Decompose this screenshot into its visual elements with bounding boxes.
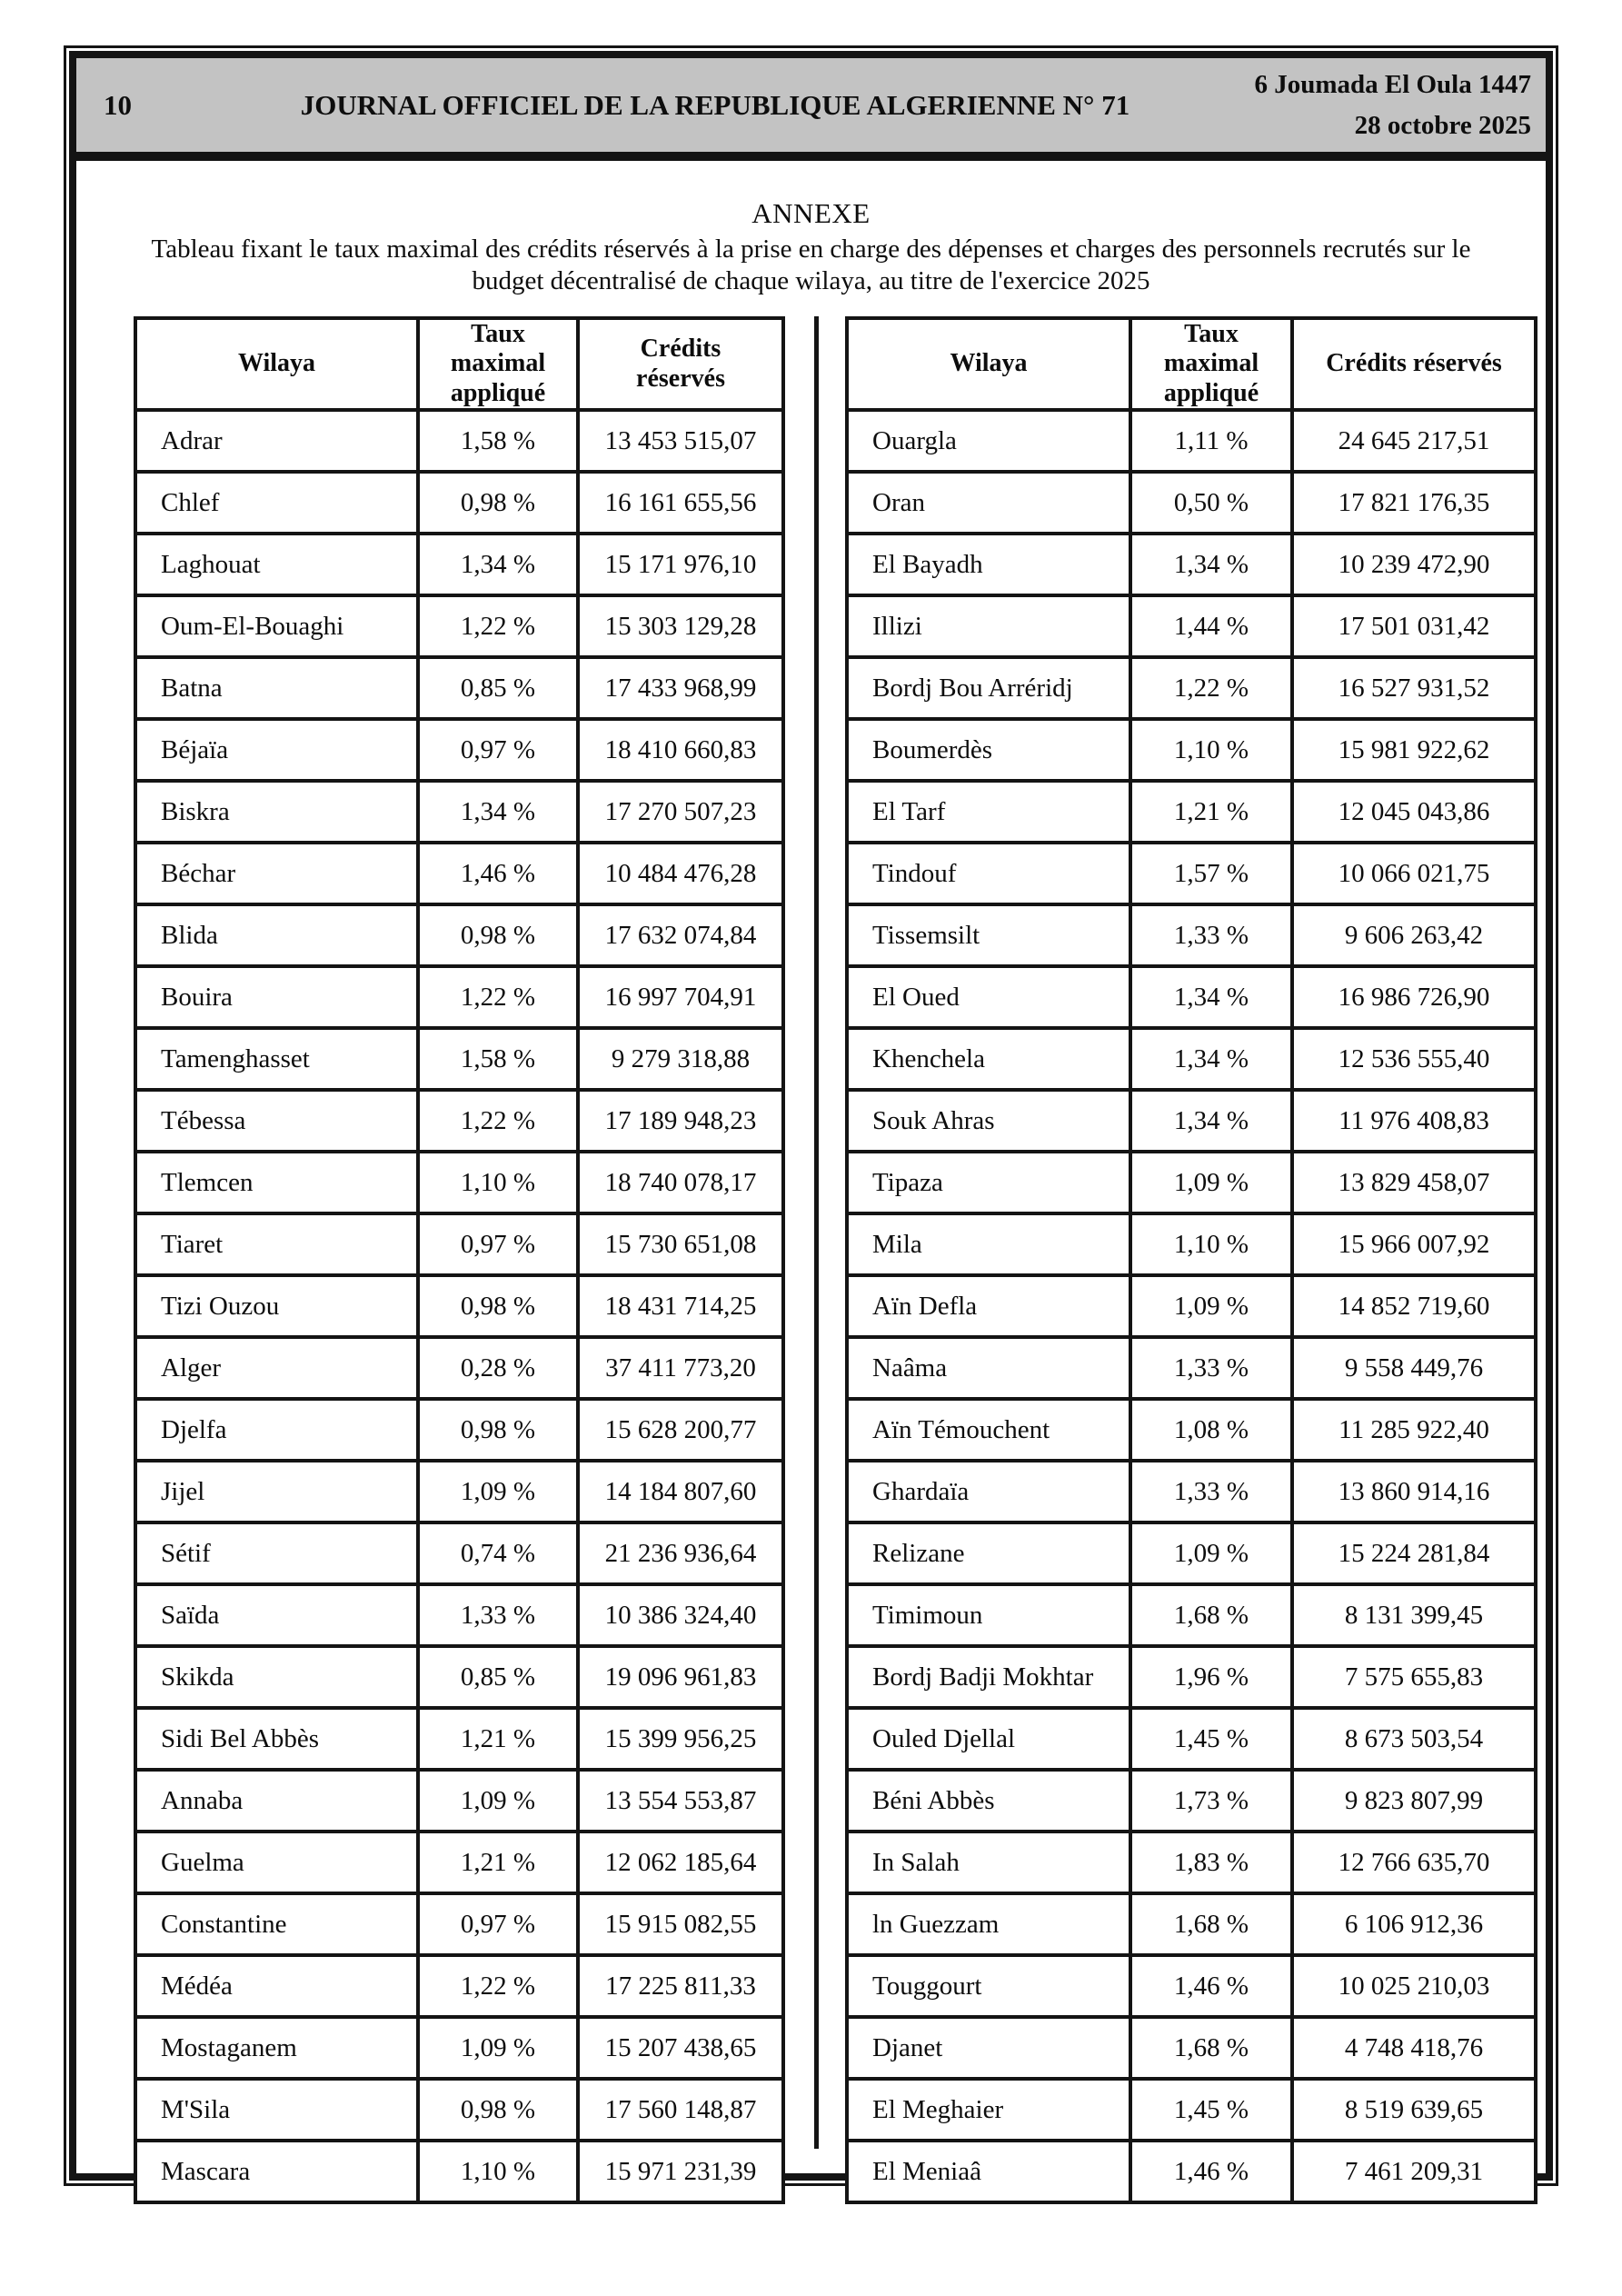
table-row xyxy=(135,1893,783,1955)
wilaya-cell: Biskra xyxy=(135,781,418,843)
taux-cell: 1,09 % xyxy=(1130,1275,1292,1337)
credits-cell: 15 207 438,65 xyxy=(578,2017,783,2079)
taux-cell: 0,97 % xyxy=(418,1213,578,1275)
credits-cell: 17 225 811,33 xyxy=(578,1955,783,2017)
annexe-description: Tableau fixant le taux maximal des crédits réservés à la prise en charge des dépenses et charges des personnels recrutés sur le budget décentralisé de chaque wilaya, au titre de l'exercice 2025 xyxy=(151,235,1471,295)
wilaya-cell: M'Sila xyxy=(135,2079,418,2141)
page-frame xyxy=(64,45,1558,2186)
wilaya-cell: Tizi Ouzou xyxy=(135,1275,418,1337)
wilaya-cell: El Meniaâ xyxy=(847,2141,1130,2202)
taux-cell: 1,34 % xyxy=(1130,1028,1292,1090)
table-row xyxy=(135,2079,783,2141)
table-row xyxy=(135,1461,783,1522)
taux-cell: 1,73 % xyxy=(1130,1770,1292,1832)
credits-cell: 12 766 635,70 xyxy=(1292,1832,1536,1893)
wilaya-cell: Bordj Badji Mokhtar xyxy=(847,1646,1130,1708)
credits-cell: 17 821 176,35 xyxy=(1292,472,1536,534)
taux-cell: 0,85 % xyxy=(418,657,578,719)
credits-cell: 18 431 714,25 xyxy=(578,1275,783,1337)
tables-divider-rule xyxy=(814,316,819,2149)
table-row xyxy=(847,657,1536,719)
credits-cell: 10 239 472,90 xyxy=(1292,534,1536,595)
wilaya-cell: Djanet xyxy=(847,2017,1130,2079)
table-row xyxy=(135,1832,783,1893)
table-row xyxy=(847,1646,1536,1708)
wilaya-cell: Aïn Témouchent xyxy=(847,1399,1130,1461)
credits-cell: 13 554 553,87 xyxy=(578,1770,783,1832)
credits-cell: 15 981 922,62 xyxy=(1292,719,1536,781)
table-row xyxy=(847,1337,1536,1399)
column-header-wilaya: Wilaya xyxy=(135,318,418,410)
taux-cell: 1,83 % xyxy=(1130,1832,1292,1893)
taux-cell: 1,68 % xyxy=(1130,1893,1292,1955)
credits-cell: 15 303 129,28 xyxy=(578,595,783,657)
wilaya-table-left xyxy=(134,316,785,2204)
taux-cell: 1,21 % xyxy=(418,1708,578,1770)
table-row xyxy=(135,781,783,843)
credits-cell: 14 184 807,60 xyxy=(578,1461,783,1522)
wilaya-cell: Timimoun xyxy=(847,1584,1130,1646)
table-row xyxy=(847,966,1536,1028)
table-row xyxy=(847,1522,1536,1584)
table-row xyxy=(847,1708,1536,1770)
wilaya-cell: Bouira xyxy=(135,966,418,1028)
taux-cell: 1,34 % xyxy=(418,781,578,843)
credits-cell: 8 519 639,65 xyxy=(1292,2079,1536,2141)
taux-cell: 0,98 % xyxy=(418,2079,578,2141)
taux-cell: 1,09 % xyxy=(1130,1152,1292,1213)
credits-cell: 17 189 948,23 xyxy=(578,1090,783,1152)
credits-cell: 10 386 324,40 xyxy=(578,1584,783,1646)
wilaya-cell: Tissemsilt xyxy=(847,904,1130,966)
credits-cell: 10 025 210,03 xyxy=(1292,1955,1536,2017)
taux-cell: 0,98 % xyxy=(418,904,578,966)
wilaya-cell: Relizane xyxy=(847,1522,1130,1584)
taux-cell: 1,09 % xyxy=(418,1461,578,1522)
table-row xyxy=(135,1770,783,1832)
credits-cell: 4 748 418,76 xyxy=(1292,2017,1536,2079)
table-row xyxy=(135,1399,783,1461)
wilaya-cell: Sidi Bel Abbès xyxy=(135,1708,418,1770)
table-row xyxy=(135,410,783,472)
credits-cell: 9 823 807,99 xyxy=(1292,1770,1536,1832)
wilaya-cell: Tipaza xyxy=(847,1152,1130,1213)
taux-cell: 1,58 % xyxy=(418,1028,578,1090)
table-row xyxy=(847,1832,1536,1893)
wilaya-cell: Sétif xyxy=(135,1522,418,1584)
taux-cell: 0,98 % xyxy=(418,1275,578,1337)
wilaya-cell: Naâma xyxy=(847,1337,1130,1399)
wilaya-cell: El Meghaier xyxy=(847,2079,1130,2141)
wilaya-cell: Béjaïa xyxy=(135,719,418,781)
taux-cell: 0,85 % xyxy=(418,1646,578,1708)
table-row xyxy=(847,904,1536,966)
wilaya-cell: Oum-El-Bouaghi xyxy=(135,595,418,657)
table-row xyxy=(847,1090,1536,1152)
wilaya-cell: Oran xyxy=(847,472,1130,534)
wilaya-cell: Djelfa xyxy=(135,1399,418,1461)
table-row xyxy=(135,657,783,719)
wilaya-cell: Béchar xyxy=(135,843,418,904)
credits-cell: 18 740 078,17 xyxy=(578,1152,783,1213)
wilaya-cell: Adrar xyxy=(135,410,418,472)
credits-cell: 15 628 200,77 xyxy=(578,1399,783,1461)
taux-cell: 1,10 % xyxy=(1130,719,1292,781)
credits-cell: 9 606 263,42 xyxy=(1292,904,1536,966)
column-header-credits: Crédits réservés xyxy=(578,318,783,410)
table-row xyxy=(135,1337,783,1399)
taux-cell: 1,09 % xyxy=(418,2017,578,2079)
wilaya-cell: Illizi xyxy=(847,595,1130,657)
taux-cell: 1,45 % xyxy=(1130,1708,1292,1770)
table-row xyxy=(135,1152,783,1213)
taux-cell: 0,97 % xyxy=(418,719,578,781)
masthead xyxy=(76,58,1546,161)
wilaya-cell: El Tarf xyxy=(847,781,1130,843)
table-row xyxy=(847,1584,1536,1646)
credits-cell: 18 410 660,83 xyxy=(578,719,783,781)
wilaya-cell: Tébessa xyxy=(135,1090,418,1152)
credits-cell: 21 236 936,64 xyxy=(578,1522,783,1584)
credits-cell: 10 066 021,75 xyxy=(1292,843,1536,904)
wilaya-cell: Chlef xyxy=(135,472,418,534)
table-row xyxy=(847,2141,1536,2202)
taux-cell: 1,10 % xyxy=(1130,1213,1292,1275)
wilaya-cell: Tindouf xyxy=(847,843,1130,904)
wilaya-cell: Ouargla xyxy=(847,410,1130,472)
wilaya-cell: Jijel xyxy=(135,1461,418,1522)
credits-cell: 17 632 074,84 xyxy=(578,904,783,966)
table-row xyxy=(135,1708,783,1770)
wilaya-cell: Laghouat xyxy=(135,534,418,595)
taux-cell: 1,57 % xyxy=(1130,843,1292,904)
taux-cell: 1,33 % xyxy=(1130,904,1292,966)
table-row xyxy=(847,781,1536,843)
table-row xyxy=(135,1584,783,1646)
credits-cell: 15 399 956,25 xyxy=(578,1708,783,1770)
table-row xyxy=(847,1461,1536,1522)
table-row xyxy=(135,1275,783,1337)
table-row xyxy=(847,1893,1536,1955)
taux-cell: 0,97 % xyxy=(418,1893,578,1955)
credits-cell: 24 645 217,51 xyxy=(1292,410,1536,472)
table-row xyxy=(135,904,783,966)
taux-cell: 1,34 % xyxy=(1130,966,1292,1028)
credits-cell: 17 560 148,87 xyxy=(578,2079,783,2141)
date-gregorian: 28 octobre 2025 xyxy=(1354,110,1531,140)
credits-cell: 12 062 185,64 xyxy=(578,1832,783,1893)
taux-cell: 1,22 % xyxy=(418,966,578,1028)
credits-cell: 15 730 651,08 xyxy=(578,1213,783,1275)
table-row xyxy=(847,1152,1536,1213)
credits-cell: 9 279 318,88 xyxy=(578,1028,783,1090)
wilaya-cell: Ouled Djellal xyxy=(847,1708,1130,1770)
taux-cell: 0,50 % xyxy=(1130,472,1292,534)
taux-cell: 1,46 % xyxy=(418,843,578,904)
credits-cell: 13 453 515,07 xyxy=(578,410,783,472)
wilaya-cell: Ghardaïa xyxy=(847,1461,1130,1522)
table-row xyxy=(847,1399,1536,1461)
credits-cell: 13 829 458,07 xyxy=(1292,1152,1536,1213)
wilaya-cell: Tamenghasset xyxy=(135,1028,418,1090)
date-hijri: 6 Joumada El Oula 1447 xyxy=(1254,69,1531,99)
taux-cell: 0,98 % xyxy=(418,472,578,534)
credits-cell: 11 976 408,83 xyxy=(1292,1090,1536,1152)
credits-cell: 37 411 773,20 xyxy=(578,1337,783,1399)
table-row xyxy=(135,843,783,904)
wilaya-cell: ln Guezzam xyxy=(847,1893,1130,1955)
taux-cell: 1,21 % xyxy=(418,1832,578,1893)
table-row xyxy=(135,1028,783,1090)
wilaya-cell: Blida xyxy=(135,904,418,966)
wilaya-cell: Skikda xyxy=(135,1646,418,1708)
table-header-row xyxy=(847,318,1536,410)
wilaya-cell: Touggourt xyxy=(847,1955,1130,2017)
credits-cell: 15 171 976,10 xyxy=(578,534,783,595)
wilaya-cell: In Salah xyxy=(847,1832,1130,1893)
credits-cell: 19 096 961,83 xyxy=(578,1646,783,1708)
taux-cell: 1,34 % xyxy=(418,534,578,595)
taux-cell: 1,33 % xyxy=(1130,1461,1292,1522)
credits-cell: 7 575 655,83 xyxy=(1292,1646,1536,1708)
wilaya-cell: Aïn Defla xyxy=(847,1275,1130,1337)
table-row xyxy=(847,1213,1536,1275)
table-row xyxy=(847,1955,1536,2017)
table-row xyxy=(847,472,1536,534)
credits-cell: 7 461 209,31 xyxy=(1292,2141,1536,2202)
credits-cell: 12 045 043,86 xyxy=(1292,781,1536,843)
taux-cell: 1,22 % xyxy=(418,1090,578,1152)
table-row xyxy=(847,595,1536,657)
table-row xyxy=(135,1090,783,1152)
wilaya-cell: Alger xyxy=(135,1337,418,1399)
wilaya-cell: Guelma xyxy=(135,1832,418,1893)
wilaya-cell: Mascara xyxy=(135,2141,418,2202)
table-row xyxy=(135,472,783,534)
taux-cell: 1,11 % xyxy=(1130,410,1292,472)
credits-cell: 15 966 007,92 xyxy=(1292,1213,1536,1275)
wilaya-cell: Mostaganem xyxy=(135,2017,418,2079)
wilaya-cell: Médéa xyxy=(135,1955,418,2017)
taux-cell: 1,08 % xyxy=(1130,1399,1292,1461)
wilaya-cell: El Oued xyxy=(847,966,1130,1028)
credits-cell: 13 860 914,16 xyxy=(1292,1461,1536,1522)
taux-cell: 1,22 % xyxy=(418,1955,578,2017)
taux-cell: 0,74 % xyxy=(418,1522,578,1584)
table-row xyxy=(135,966,783,1028)
credits-cell: 10 484 476,28 xyxy=(578,843,783,904)
table-row xyxy=(135,1646,783,1708)
credits-cell: 11 285 922,40 xyxy=(1292,1399,1536,1461)
table-row xyxy=(847,843,1536,904)
column-header-credits: Crédits réservés xyxy=(1292,318,1536,410)
credits-cell: 15 971 231,39 xyxy=(578,2141,783,2202)
page-number: 10 xyxy=(104,88,132,121)
taux-cell: 1,68 % xyxy=(1130,2017,1292,2079)
wilaya-cell: Mila xyxy=(847,1213,1130,1275)
page-frame-inner-rule xyxy=(69,51,1553,2186)
credits-cell: 14 852 719,60 xyxy=(1292,1275,1536,1337)
wilaya-cell: Tiaret xyxy=(135,1213,418,1275)
taux-cell: 1,22 % xyxy=(1130,657,1292,719)
table-row xyxy=(135,1522,783,1584)
taux-cell: 1,33 % xyxy=(418,1584,578,1646)
table-row xyxy=(847,1028,1536,1090)
wilaya-cell: Batna xyxy=(135,657,418,719)
taux-cell: 1,10 % xyxy=(418,2141,578,2202)
taux-cell: 1,34 % xyxy=(1130,534,1292,595)
issue-dates xyxy=(1218,65,1546,146)
table-row xyxy=(135,595,783,657)
wilaya-cell: Bordj Bou Arréridj xyxy=(847,657,1130,719)
column-header-taux: Taux maximal appliqué xyxy=(418,318,578,410)
taux-cell: 1,58 % xyxy=(418,410,578,472)
credits-cell: 6 106 912,36 xyxy=(1292,1893,1536,1955)
credits-cell: 16 986 726,90 xyxy=(1292,966,1536,1028)
credits-cell: 15 224 281,84 xyxy=(1292,1522,1536,1584)
table-row xyxy=(135,2017,783,2079)
credits-cell: 16 161 655,56 xyxy=(578,472,783,534)
wilaya-cell: Constantine xyxy=(135,1893,418,1955)
wilaya-cell: Annaba xyxy=(135,1770,418,1832)
taux-cell: 1,46 % xyxy=(1130,1955,1292,2017)
credits-cell: 17 270 507,23 xyxy=(578,781,783,843)
taux-cell: 0,28 % xyxy=(418,1337,578,1399)
table-row xyxy=(847,534,1536,595)
credits-cell: 17 501 031,42 xyxy=(1292,595,1536,657)
credits-cell: 8 131 399,45 xyxy=(1292,1584,1536,1646)
table-row xyxy=(135,2141,783,2202)
credits-cell: 16 527 931,52 xyxy=(1292,657,1536,719)
credits-cell: 15 915 082,55 xyxy=(578,1893,783,1955)
taux-cell: 1,96 % xyxy=(1130,1646,1292,1708)
credits-cell: 9 558 449,76 xyxy=(1292,1337,1536,1399)
table-header-row xyxy=(135,318,783,410)
credits-cell: 17 433 968,99 xyxy=(578,657,783,719)
table-row xyxy=(847,719,1536,781)
wilaya-table-right xyxy=(845,316,1537,2204)
credits-cell: 12 536 555,40 xyxy=(1292,1028,1536,1090)
taux-cell: 1,10 % xyxy=(418,1152,578,1213)
taux-cell: 1,34 % xyxy=(1130,1090,1292,1152)
taux-cell: 1,46 % xyxy=(1130,2141,1292,2202)
credits-cell: 16 997 704,91 xyxy=(578,966,783,1028)
taux-cell: 0,98 % xyxy=(418,1399,578,1461)
table-row xyxy=(847,2079,1536,2141)
taux-cell: 1,45 % xyxy=(1130,2079,1292,2141)
taux-cell: 1,21 % xyxy=(1130,781,1292,843)
taux-cell: 1,33 % xyxy=(1130,1337,1292,1399)
taux-cell: 1,68 % xyxy=(1130,1584,1292,1646)
taux-cell: 1,09 % xyxy=(418,1770,578,1832)
credits-cell: 8 673 503,54 xyxy=(1292,1708,1536,1770)
table-row xyxy=(135,1213,783,1275)
table-row xyxy=(847,2017,1536,2079)
wilaya-cell: El Bayadh xyxy=(847,534,1130,595)
table-row xyxy=(847,1770,1536,1832)
taux-cell: 1,09 % xyxy=(1130,1522,1292,1584)
column-header-wilaya: Wilaya xyxy=(847,318,1130,410)
wilaya-cell: Khenchela xyxy=(847,1028,1130,1090)
table-row xyxy=(135,719,783,781)
wilaya-cell: Tlemcen xyxy=(135,1152,418,1213)
table-row xyxy=(847,1275,1536,1337)
wilaya-cell: Souk Ahras xyxy=(847,1090,1130,1152)
wilaya-cell: Béni Abbès xyxy=(847,1770,1130,1832)
journal-title: JOURNAL OFFICIEL DE LA REPUBLIQUE ALGERIENNE N° 71 xyxy=(300,88,1130,121)
taux-cell: 1,44 % xyxy=(1130,595,1292,657)
annexe-heading: ANNEXE xyxy=(751,197,871,229)
wilaya-cell: Boumerdès xyxy=(847,719,1130,781)
table-row xyxy=(847,410,1536,472)
table-row xyxy=(135,534,783,595)
taux-cell: 1,22 % xyxy=(418,595,578,657)
table-row xyxy=(135,1955,783,2017)
wilaya-cell: Saïda xyxy=(135,1584,418,1646)
column-header-taux: Taux maximal appliqué xyxy=(1130,318,1292,410)
